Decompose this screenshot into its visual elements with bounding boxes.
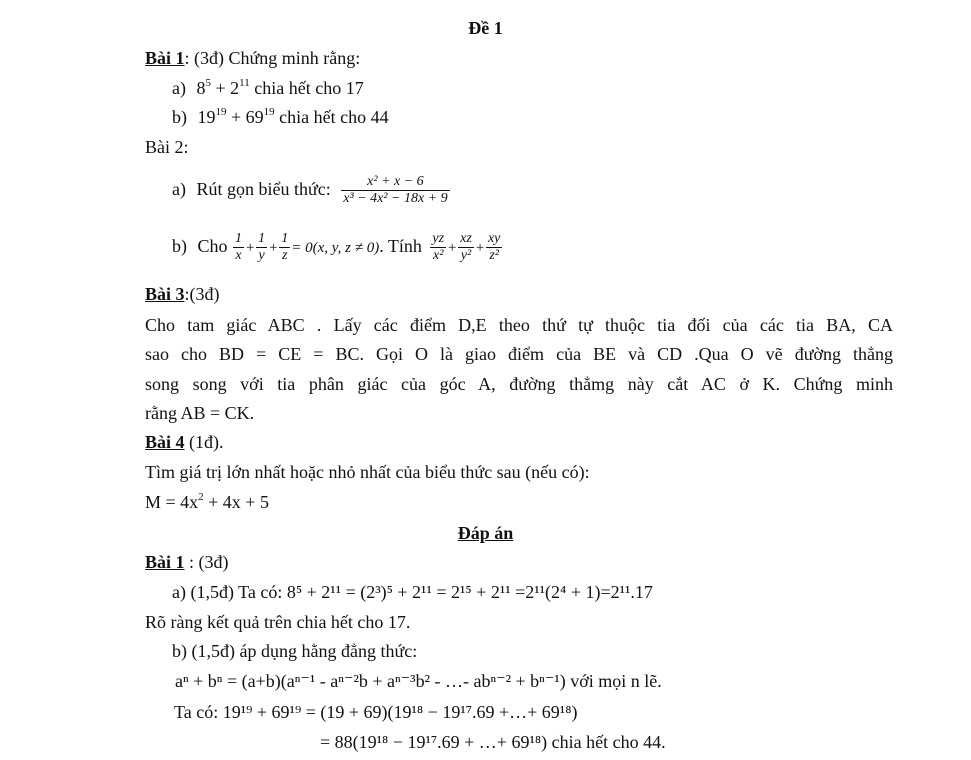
- bai2-b-condition: = 0(x, y, z ≠ 0): [291, 240, 380, 256]
- bai1-b-prefix: b): [172, 107, 187, 127]
- bai2-heading: Bài 2:: [145, 137, 189, 157]
- bai2-a: [172, 170, 451, 208]
- frac-1-x: $\frac{1}{x}$: [235, 231, 243, 264]
- bai4-points: (1đ).: [184, 432, 224, 452]
- bai4-expression: $M = 4x^2 + 4x + 5$: [145, 491, 269, 512]
- frac-1-z: $\frac{1}{z}$: [281, 231, 289, 264]
- bai2-b-prefix: b): [172, 236, 187, 256]
- bai1-a-tail: chia hết cho 17: [249, 78, 364, 98]
- bai1-label: Bài 1: [145, 48, 185, 68]
- bai3-line-3: song song với tia phân giác của góc A, đường thẳmg này cắt AC ở K. Chứng minh: [145, 374, 893, 394]
- answer-a-line: a) (1,5đ) Ta có: 8⁵ + 2¹¹ = (2³)⁵ + 2¹¹ = 2¹⁵ + 2¹¹ =2¹¹(2⁴ + 1)=2¹¹.17: [172, 582, 653, 602]
- bai1-b-expr: $19^{19} + 69^{19}$: [197, 106, 275, 127]
- bai3-label: Bài 3: [145, 284, 185, 304]
- bai1-heading: [145, 47, 360, 69]
- bai2-a-fraction: [341, 174, 449, 207]
- bai4-heading: [145, 431, 224, 453]
- bai1-a-expr: $8^5 + 2^{11}$: [196, 77, 250, 98]
- bai2-a-text: Rút gọn biểu thức:: [196, 179, 331, 199]
- answer-identity: aⁿ + bⁿ = (a+b)(aⁿ⁻¹ - aⁿ⁻²b + aⁿ⁻³b² - …- abⁿ⁻² + bⁿ⁻¹) với mọi n lẽ.: [175, 671, 662, 691]
- answer-bai1-label: Bài 1: [145, 552, 185, 572]
- bai1-b-tail: chia hết cho 44: [274, 107, 389, 127]
- bai2-b-text2: . Tính: [379, 236, 422, 256]
- bai1-a: [172, 77, 364, 99]
- answer-bai1-heading: [145, 551, 229, 573]
- bai2-a-prefix: a): [172, 179, 186, 199]
- bai3-heading: [145, 283, 220, 305]
- answer-bai1-points: : (3đ): [184, 552, 229, 572]
- bai3-line-1: Cho tam giác ABC . Lấy các điểm D,E theo thứ tự thuộc tia đối của các tia BA, CA: [145, 315, 893, 335]
- bai1-points: : (3đ) Chứng minh rằng:: [184, 48, 361, 68]
- bai3-line-4: rằng AB = CK.: [145, 403, 255, 423]
- fraction-numerator: x² + x − 6: [367, 174, 424, 190]
- bai2-b: b) Cho $\frac{1}{x}$ + $\frac{1}{y}$ + $\frac{1}{z}$ = 0(x, y, z ≠ 0). Tính $\frac{yz}{\text{x²}}$ + $\frac{xz}{\text{y²}}$ + $\frac{xy}{\text{z²}}$: [172, 231, 501, 264]
- bai4-line-1: Tìm giá trị lớn nhất hoặc nhỏ nhất của biểu thức sau (nếu có):: [145, 462, 590, 482]
- fraction-denominator: x³ − 4x² − 18x + 9: [343, 191, 448, 207]
- answer-a-conclusion: Rõ ràng kết quả trên chia hết cho 17.: [145, 612, 411, 632]
- bai4-label: Bài 4: [145, 432, 185, 452]
- answer-b-line: b) (1,5đ) áp dụng hằng đẳng thức:: [172, 641, 418, 661]
- bai3-line-2: sao cho BD = CE = BC. Gọi O là giao điểm của BE và CD .Qua O vẽ đường thẳng: [145, 344, 893, 364]
- frac-xz-y2: $\frac{xz}{\text{y²}}$: [460, 231, 472, 264]
- frac-xy-z2: $\frac{xy}{\text{z²}}$: [487, 231, 501, 264]
- bai3-points: :(3đ): [184, 284, 220, 304]
- frac-yz-x2: $\frac{yz}{\text{x²}}$: [432, 231, 445, 264]
- answer-heading: Đáp án: [457, 523, 514, 543]
- answer-ta-co: Ta có: 19¹⁹ + 69¹⁹ = (19 + 69)(19¹⁸ − 19¹⁷.69 +…+ 69¹⁸): [174, 702, 578, 722]
- bai2-b-text: Cho: [197, 236, 228, 256]
- bai1-b: [172, 106, 389, 128]
- exam-title: Đề 1: [468, 18, 503, 38]
- answer-final: = 88(19¹⁸ − 19¹⁷.69 + …+ 69¹⁸) chia hết cho 44.: [320, 732, 666, 752]
- bai1-a-prefix: a): [172, 78, 186, 98]
- frac-1-y: $\frac{1}{y}$: [258, 231, 266, 264]
